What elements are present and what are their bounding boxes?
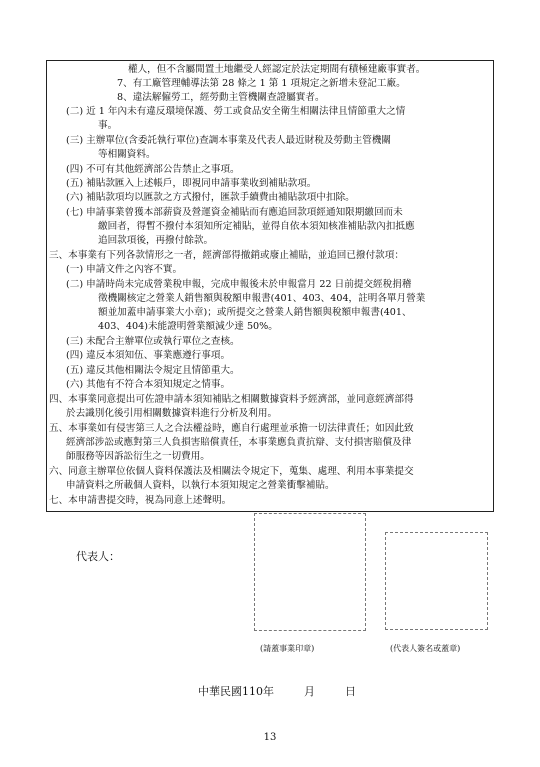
term-line: 等相關資料。	[98, 149, 156, 160]
term-line: 繳回者，得暫不撥付本須知所定補貼，並得自依本須知核准補貼款內扣抵應	[98, 221, 415, 232]
term-line: (二) 近 1 年內未有違反環境保護、勞工或食品安全衛生相關法律且情節重大之情	[66, 106, 406, 117]
signing-date	[198, 683, 356, 699]
company-seal-box[interactable]	[254, 513, 366, 631]
date-year: 110	[242, 685, 263, 698]
term-line: (六) 其他有不符合本須知規定之情事。	[66, 379, 231, 390]
term-line: 7、有工廠管理輔導法第 28 條之 1 第 1 項規定之新增未登記工廠。	[117, 78, 406, 89]
term-line: 8、違法解僱勞工，經勞動主管機關查證屬實者。	[117, 92, 325, 103]
date-prefix: 中華民國	[198, 685, 242, 698]
term-line: (四) 違反本須知伍、事業應遵行事項。	[66, 350, 231, 361]
term-line: 經濟部涉訟或應對第三人負損害賠償責任，本事業應負責抗辯、支付損害賠償及律	[66, 437, 412, 448]
date-day-unit: 日	[345, 685, 356, 698]
term-line: 六、同意主辦單位依個人資料保護法及相關法令規定下，蒐集、處理、利用本事業提交	[49, 466, 414, 477]
term-line: 申請資料之所載個人資料，以執行本須知規定之營業衝擊補貼。	[66, 480, 335, 491]
term-line: (五) 違反其他相關法令規定且情節重大。	[66, 365, 240, 376]
term-line: (五) 補貼款匯入上述帳戶，即視同申請事業收到補貼款項。	[66, 178, 317, 189]
term-line: 額並加蓋申請事業大小章)；或所提交之營業人銷售額與稅額申報書(401、	[98, 307, 412, 318]
term-line: 追回款項後，再撥付餘款。	[98, 235, 214, 246]
term-line: (四) 不可有其他經濟部公告禁止之事項。	[66, 164, 240, 175]
date-year-unit: 年	[263, 685, 274, 698]
term-line: 四、本事業同意提出可佐證申請本須知補貼之相關數據資料予經濟部，並同意經濟部得	[49, 394, 414, 405]
representative-label: 代表人：	[76, 550, 120, 563]
term-line: (一) 申請文件之內容不實。	[66, 264, 183, 275]
term-line: 七、本申請書提交時，視為同意上述聲明。	[49, 495, 232, 506]
term-line: (六) 補貼款項均以匯款之方式撥付，匯款手續費由補貼款項中扣除。	[66, 192, 355, 203]
date-month-unit: 月	[304, 685, 315, 698]
term-line: (七) 申請事業曾獲本部薪資及營運資金補貼而有應追回款項經通知限期繳回而未	[66, 207, 403, 218]
representative-seal-caption: (代表人簽名或蓋章)	[390, 644, 461, 653]
company-seal-caption: (請蓋事業印章)	[260, 644, 315, 653]
term-line: 於去識別化後引用相關數據資料進行分析及利用。	[66, 408, 278, 419]
term-line: (二) 申請時尚未完成營業稅申報，完成申報後未於申報當月 22 日前提交經稅捐稽	[66, 279, 412, 290]
term-line: (三) 未配合主辦單位或執行單位之查核。	[66, 336, 240, 347]
representative-seal-box[interactable]	[385, 532, 488, 630]
term-line: (三) 主辦單位(含委託執行單位)查調本事業及代表人最近財稅及勞動主管機關	[66, 135, 392, 146]
page-number: 13	[263, 732, 277, 743]
term-line: 三、本事業有下列各款情形之一者，經濟部得撤銷或廢止補貼，並追回已撥付款項：	[49, 250, 404, 261]
term-line: 五、本事業如有侵害第三人之合法權益時，應自行處理並承擔一切法律責任；如因此致	[49, 423, 414, 434]
term-line: 師服務等因訴訟衍生之一切費用。	[66, 451, 210, 462]
term-line: 403、404)未能證明營業額減少達 50%。	[98, 321, 278, 332]
term-line: 權人，但不含屬閒置土地繼受人經認定於法定期間有積極建廠事實者。	[128, 64, 426, 75]
term-line: 徵機關核定之營業人銷售額與稅額申報書(401、403、404，註明各單月營業	[98, 293, 426, 304]
term-line: 事。	[98, 120, 118, 131]
